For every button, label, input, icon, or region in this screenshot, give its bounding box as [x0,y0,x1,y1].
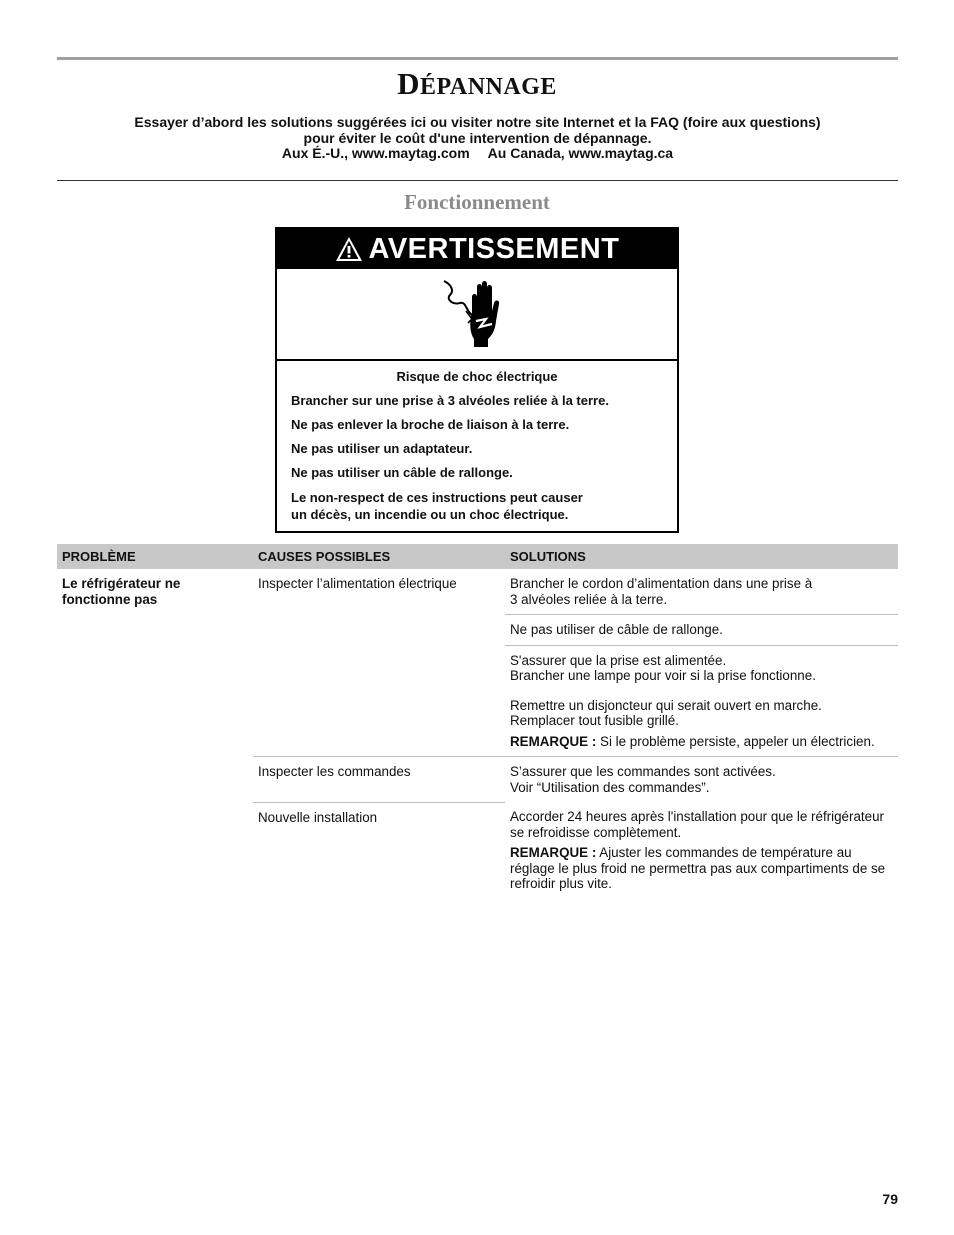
note-label: REMARQUE : [510,845,597,860]
us-website: Aux É.-U., www.maytag.com [281,145,470,161]
intro-line-2: pour éviter le coût d'une intervention de dépannage. [303,129,652,146]
solution-cell: S'assurer que la prise est alimentée. Brancher une lampe pour voir si la prise fonctionne. [505,645,898,691]
section-rule [57,180,898,181]
warning-risk-title: Risque de choc électrique [396,369,558,384]
warning-box [275,227,679,533]
warning-line: Ne pas utiliser un câble de rallonge. [291,465,513,480]
intro-line-1: Essayer d’abord les solutions suggérées ici ou visiter notre site Internet et la FAQ (foire aux questions) [134,114,821,130]
warning-triangle-icon [335,236,363,262]
cause-cell [253,691,505,757]
section-title: Fonctionnement [404,190,550,214]
cause-cell: Inspecter les commandes [253,757,505,803]
header-causes: CAUSES POSSIBLES [253,544,505,569]
solution-cell: Brancher le cordon d’alimentation dans une prise à 3 alvéoles reliée à la terre. [510,576,813,607]
page-number: 79 [882,1191,898,1207]
solution-note [510,734,893,750]
warning-text [277,361,677,523]
warning-line: Ne pas utiliser un adaptateur. [291,441,473,456]
intro-text [57,115,898,162]
cause-cell: Nouvelle installation [253,802,505,899]
note-label: REMARQUE : [510,733,597,749]
warning-consequence: Le non-respect de ces instructions peut causer un décès, un incendie ou un choc électrique. [291,490,583,522]
troubleshooting-table [57,544,898,899]
cause-cell [253,615,505,646]
warning-header [277,229,677,269]
solution-cell [505,691,898,757]
problem-cell: Le réfrigérateur ne fonctionne pas [62,576,181,607]
table-row [57,569,898,615]
warning-line: Ne pas enlever la broche de liaison à la terre. [291,417,570,432]
top-rule [57,57,898,60]
warning-pictogram [277,269,677,361]
warning-title: AVERTISSEMENT [368,232,620,265]
page-title: DÉPANNAGE [397,66,557,101]
cause-cell: Inspecter l’alimentation électrique [258,576,457,591]
solution-text: Remettre un disjoncteur qui serait ouvert en marche. Remplacer tout fusible grillé. [510,697,822,728]
solution-text: Accorder 24 heures après l'installation pour que le réfrigérateur se refroidisse complètement. [510,809,884,840]
electric-shock-hand-icon [442,277,512,351]
solution-cell: S’assurer que les commandes sont activées. Voir “Utilisation des commandes”. [505,757,898,803]
note-text: Si le problème persiste, appeler un électricien. [596,733,875,749]
warning-line: Brancher sur une prise à 3 alvéoles reliée à la terre. [291,393,609,408]
header-problem: PROBLÈME [57,544,253,569]
solution-cell: Ne pas utiliser de câble de rallonge. [505,615,898,646]
solution-cell [505,802,898,899]
intro-line-3 [57,146,898,162]
solution-note [510,845,893,892]
header-solutions: SOLUTIONS [505,544,898,569]
cause-cell [253,645,505,691]
note-text: Ajuster les commandes de température au réglage le plus froid ne permettra pas aux compartiments de se refroidir plus vite. [510,845,886,891]
table-header-row [57,544,898,569]
ca-website: Au Canada, www.maytag.ca [487,145,674,161]
